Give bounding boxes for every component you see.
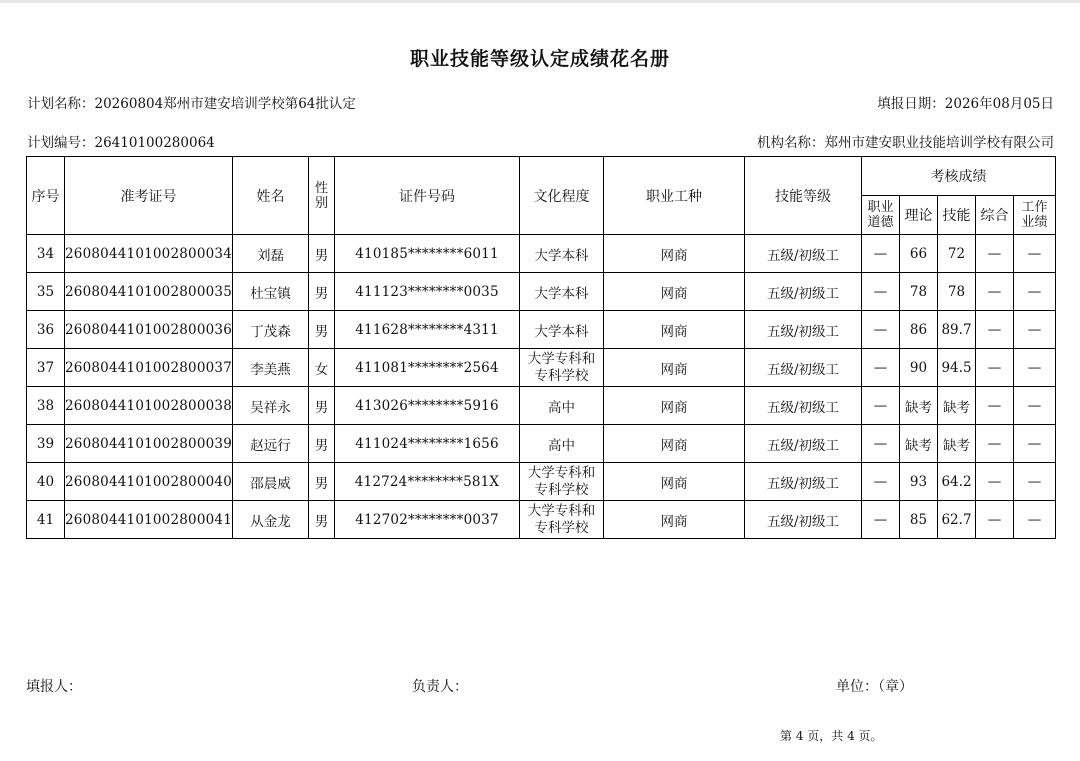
cell-theory: 93 xyxy=(900,463,938,501)
education-line: 高中 xyxy=(548,399,575,416)
education-line: 大学本科 xyxy=(534,247,589,264)
cell-overall: — xyxy=(976,349,1014,387)
education-line: 大学专科和 xyxy=(527,350,596,367)
cell-skill-level: 五级/初级工 xyxy=(745,273,862,311)
table-row xyxy=(27,235,1056,273)
cell-skill-level: 五级/初级工 xyxy=(745,463,862,501)
top-rule xyxy=(0,0,1080,3)
cell-gender: 男 xyxy=(309,235,335,273)
cell-ethics: — xyxy=(862,501,900,539)
cell-occupation: 网商 xyxy=(604,501,745,539)
cell-ticket-no: 2608044101002800038 xyxy=(65,387,233,425)
header-occupation: 职业工种 xyxy=(604,157,745,235)
header-ticket-no: 准考证号 xyxy=(65,157,233,235)
table-row xyxy=(27,349,1056,387)
cell-overall: — xyxy=(976,501,1014,539)
cell-seq: 37 xyxy=(27,349,65,387)
footer-unit: 单位：（章） xyxy=(836,679,913,695)
cell-gender: 男 xyxy=(309,425,335,463)
cell-seq: 34 xyxy=(27,235,65,273)
education-line: 大学专科和 xyxy=(527,464,596,481)
cell-gender: 男 xyxy=(309,501,335,539)
cell-skill-level: 五级/初级工 xyxy=(745,387,862,425)
cell-ethics: — xyxy=(862,311,900,349)
cell-theory: 86 xyxy=(900,311,938,349)
cell-work: — xyxy=(1014,273,1056,311)
cell-work: — xyxy=(1014,349,1056,387)
cell-name: 从金龙 xyxy=(233,501,309,539)
cell-education xyxy=(520,425,604,463)
table-row xyxy=(27,311,1056,349)
fill-date: 填报日期：2026年08月05日 xyxy=(877,96,1054,112)
page-info: 第 4 页，共 4 页。 xyxy=(780,729,883,743)
cell-education xyxy=(520,311,604,349)
cell-skill-level: 五级/初级工 xyxy=(745,235,862,273)
header-theory: 理论 xyxy=(900,196,938,235)
cell-education xyxy=(520,349,604,387)
header-row-1 xyxy=(27,157,1056,196)
cell-id-number: 412702********0037 xyxy=(335,501,520,539)
cell-id-number: 413026********5916 xyxy=(335,387,520,425)
education-line: 专科学校 xyxy=(534,367,589,384)
score-roster-table xyxy=(26,156,1056,539)
header-work-text: 工作业绩 xyxy=(1021,200,1048,230)
cell-overall: — xyxy=(976,425,1014,463)
footer-responsible: 负责人： xyxy=(412,679,468,695)
cell-skill-level: 五级/初级工 xyxy=(745,349,862,387)
cell-work: — xyxy=(1014,463,1056,501)
cell-ticket-no: 2608044101002800040 xyxy=(65,463,233,501)
cell-education xyxy=(520,501,604,539)
cell-gender: 男 xyxy=(309,387,335,425)
cell-education xyxy=(520,387,604,425)
header-name: 姓名 xyxy=(233,157,309,235)
cell-occupation: 网商 xyxy=(604,273,745,311)
cell-theory: 90 xyxy=(900,349,938,387)
cell-ethics: — xyxy=(862,235,900,273)
cell-occupation: 网商 xyxy=(604,235,745,273)
cell-id-number: 410185********6011 xyxy=(335,235,520,273)
organization-name: 机构名称：郑州市建安职业技能培训学校有限公司 xyxy=(757,135,1054,151)
cell-ethics: — xyxy=(862,425,900,463)
cell-name: 杜宝镇 xyxy=(233,273,309,311)
page-title: 职业技能等级认定成绩花名册 xyxy=(409,48,670,70)
cell-skill-level: 五级/初级工 xyxy=(745,425,862,463)
cell-occupation: 网商 xyxy=(604,387,745,425)
cell-education xyxy=(520,235,604,273)
cell-theory: 85 xyxy=(900,501,938,539)
cell-theory: 缺考 xyxy=(900,387,938,425)
cell-work: — xyxy=(1014,311,1056,349)
cell-ethics: — xyxy=(862,273,900,311)
cell-name: 邵晨威 xyxy=(233,463,309,501)
cell-name: 丁茂森 xyxy=(233,311,309,349)
cell-id-number: 411081********2564 xyxy=(335,349,520,387)
cell-education xyxy=(520,463,604,501)
table-row xyxy=(27,463,1056,501)
cell-gender: 男 xyxy=(309,273,335,311)
cell-occupation: 网商 xyxy=(604,463,745,501)
plan-name: 计划名称：20260804郑州市建安培训学校第64批认定 xyxy=(27,96,356,112)
cell-skill: 64.2 xyxy=(938,463,976,501)
cell-id-number: 412724********581X xyxy=(335,463,520,501)
header-ethics-text: 职业道德 xyxy=(867,200,894,230)
cell-work: — xyxy=(1014,425,1056,463)
cell-occupation: 网商 xyxy=(604,311,745,349)
cell-skill-level: 五级/初级工 xyxy=(745,311,862,349)
cell-overall: — xyxy=(976,235,1014,273)
cell-skill: 89.7 xyxy=(938,311,976,349)
header-overall: 综合 xyxy=(976,196,1014,235)
cell-skill: 78 xyxy=(938,273,976,311)
header-id-number: 证件号码 xyxy=(335,157,520,235)
cell-work: — xyxy=(1014,501,1056,539)
cell-skill: 缺考 xyxy=(938,425,976,463)
header-scores: 考核成绩 xyxy=(862,157,1056,196)
cell-seq: 40 xyxy=(27,463,65,501)
roster-body xyxy=(27,235,1056,539)
cell-ticket-no: 2608044101002800035 xyxy=(65,273,233,311)
cell-occupation: 网商 xyxy=(604,349,745,387)
education-line: 大学本科 xyxy=(534,323,589,340)
header-education: 文化程度 xyxy=(520,157,604,235)
header-skill: 技能 xyxy=(938,196,976,235)
table-row xyxy=(27,425,1056,463)
cell-seq: 38 xyxy=(27,387,65,425)
header-gender-text: 性别 xyxy=(314,180,328,211)
cell-name: 李美燕 xyxy=(233,349,309,387)
table-row xyxy=(27,387,1056,425)
cell-overall: — xyxy=(976,273,1014,311)
cell-ticket-no: 2608044101002800037 xyxy=(65,349,233,387)
cell-gender: 男 xyxy=(309,463,335,501)
cell-ticket-no: 2608044101002800039 xyxy=(65,425,233,463)
header-ethics xyxy=(862,196,900,235)
table-row xyxy=(27,273,1056,311)
cell-gender: 女 xyxy=(309,349,335,387)
cell-overall: — xyxy=(976,311,1014,349)
plan-number: 计划编号：26410100280064 xyxy=(27,135,215,151)
cell-gender: 男 xyxy=(309,311,335,349)
cell-ethics: — xyxy=(862,349,900,387)
education-line: 专科学校 xyxy=(534,519,589,536)
cell-ticket-no: 260804410100280003​4 xyxy=(65,235,233,273)
education-line: 大学本科 xyxy=(534,285,589,302)
table-row xyxy=(27,501,1056,539)
header-skill-level: 技能等级 xyxy=(745,157,862,235)
cell-skill: 94.5 xyxy=(938,349,976,387)
cell-skill: 72 xyxy=(938,235,976,273)
cell-occupation: 网商 xyxy=(604,425,745,463)
header-seq: 序号 xyxy=(27,157,65,235)
cell-id-number: 411024********1656 xyxy=(335,425,520,463)
cell-theory: 66 xyxy=(900,235,938,273)
footer-reporter: 填报人： xyxy=(26,679,82,695)
cell-seq: 35 xyxy=(27,273,65,311)
cell-work: — xyxy=(1014,387,1056,425)
cell-ethics: — xyxy=(862,387,900,425)
cell-id-number: 411628********4311 xyxy=(335,311,520,349)
cell-ticket-no: 2608044101002800041 xyxy=(65,501,233,539)
cell-ticket-no: 2608044101002800036 xyxy=(65,311,233,349)
education-line: 专科学校 xyxy=(534,481,589,498)
cell-ethics: — xyxy=(862,463,900,501)
cell-overall: — xyxy=(976,463,1014,501)
cell-name: 赵远行 xyxy=(233,425,309,463)
cell-theory: 缺考 xyxy=(900,425,938,463)
cell-skill: 62.7 xyxy=(938,501,976,539)
cell-skill: 缺考 xyxy=(938,387,976,425)
cell-seq: 36 xyxy=(27,311,65,349)
education-line: 大学专科和 xyxy=(527,502,596,519)
education-line: 高中 xyxy=(548,437,575,454)
cell-name: 吴祥永 xyxy=(233,387,309,425)
cell-theory: 78 xyxy=(900,273,938,311)
header-gender xyxy=(309,157,335,235)
cell-education xyxy=(520,273,604,311)
cell-name: 刘磊 xyxy=(233,235,309,273)
cell-work: — xyxy=(1014,235,1056,273)
header-work xyxy=(1014,196,1056,235)
cell-seq: 39 xyxy=(27,425,65,463)
cell-overall: — xyxy=(976,387,1014,425)
cell-id-number: 411123********0035 xyxy=(335,273,520,311)
cell-seq: 41 xyxy=(27,501,65,539)
cell-skill-level: 五级/初级工 xyxy=(745,501,862,539)
